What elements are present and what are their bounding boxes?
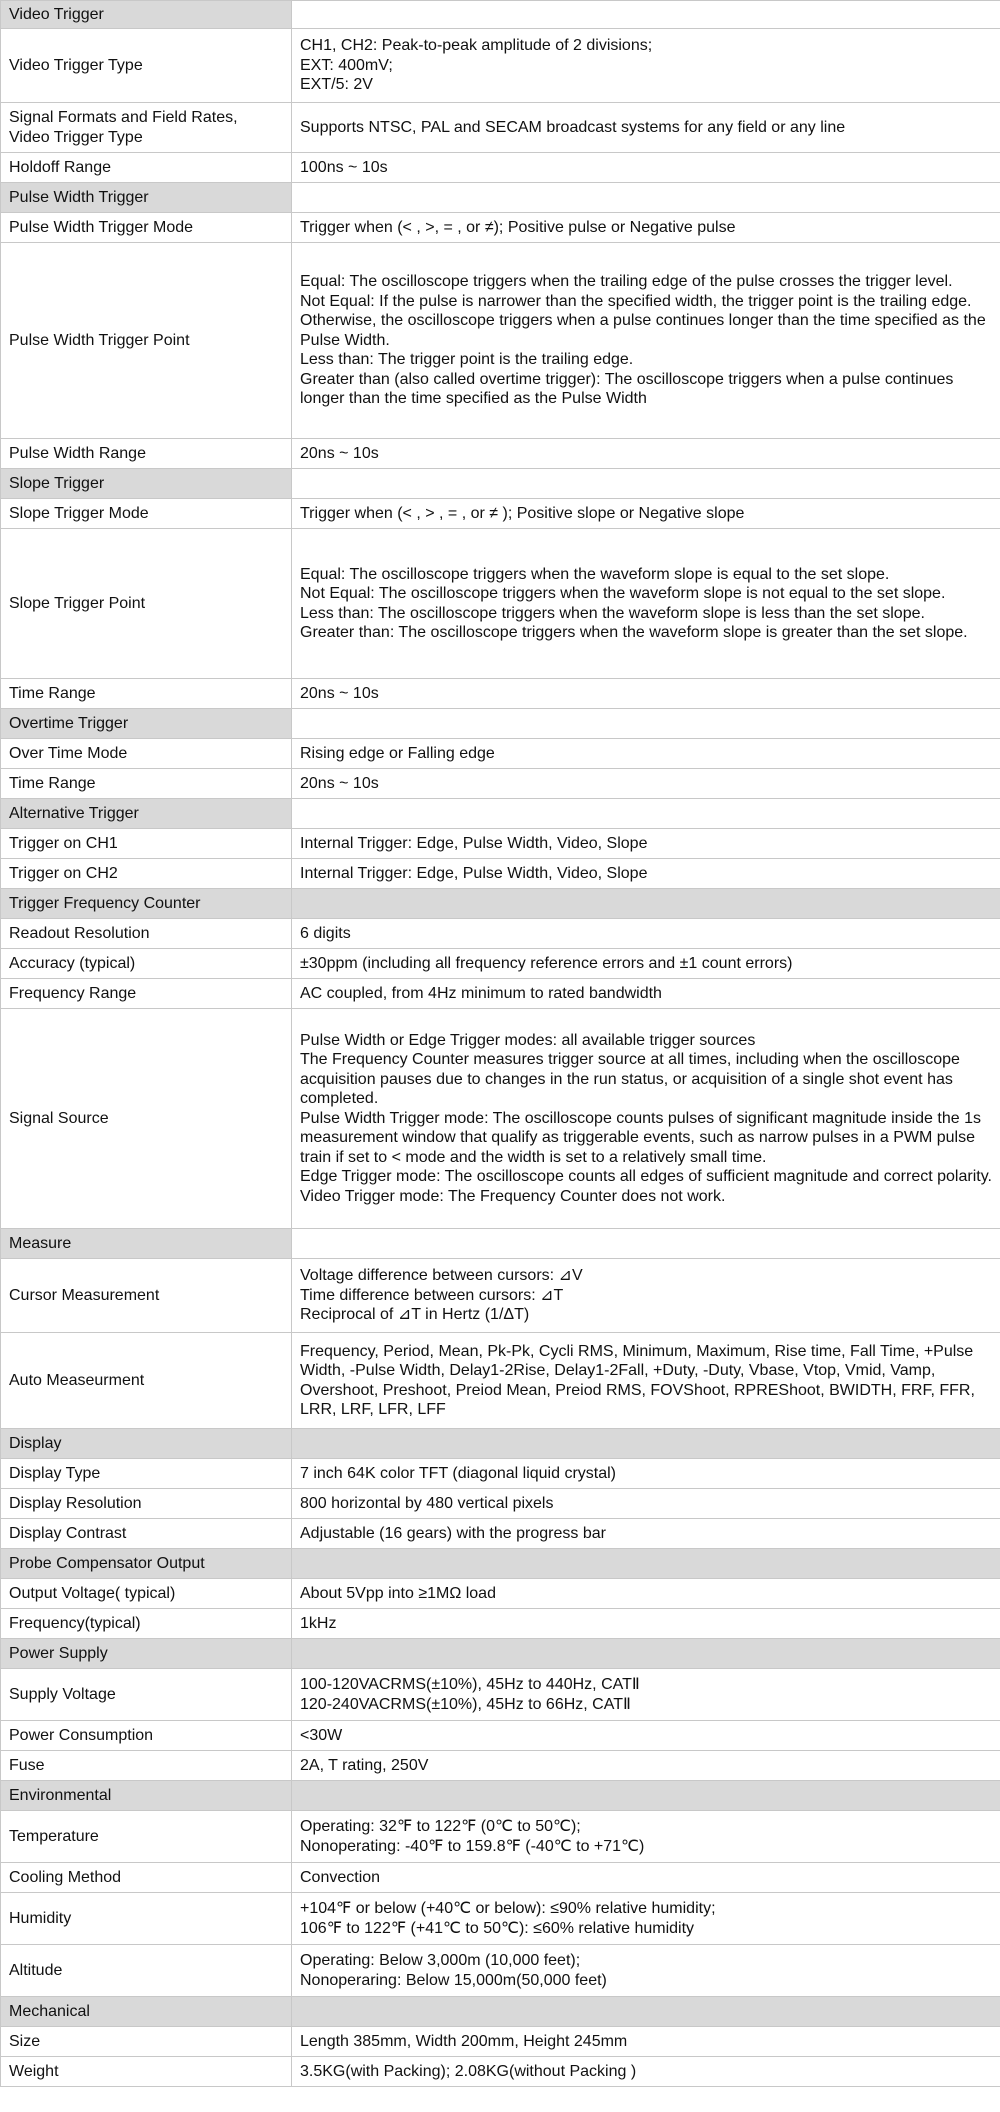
spec-row — [1, 439, 1000, 469]
spec-label: Cursor Measurement — [1, 1259, 292, 1333]
spec-value: Convection — [292, 1863, 1000, 1893]
section-title: Slope Trigger — [1, 469, 292, 499]
spec-label: Time Range — [1, 769, 292, 799]
spec-value: Operating: Below 3,000m (10,000 feet); Nonoperaring: Below 15,000m(50,000 feet) — [292, 1945, 1000, 1997]
spec-row — [1, 949, 1000, 979]
spec-row — [1, 979, 1000, 1009]
spec-value: Rising edge or Falling edge — [292, 739, 1000, 769]
spec-value: Trigger when (< , >, = , or ≠); Positive pulse or Negative pulse — [292, 213, 1000, 243]
spec-label: Supply Voltage — [1, 1669, 292, 1721]
spec-value: 7 inch 64K color TFT (diagonal liquid crystal) — [292, 1459, 1000, 1489]
spec-value: ±30ppm (including all frequency reference errors and ±1 count errors) — [292, 949, 1000, 979]
spec-label: Humidity — [1, 1893, 292, 1945]
spec-value: Frequency, Period, Mean, Pk-Pk, Cycli RMS, Minimum, Maximum, Rise time, Fall Time, +Pulse Width, -Pulse Width, Delay1-2Rise, Delay1-2Fall, +Duty, -Duty, Vbase, Vtop, Vmid, Vamp, Overshoot, Preshoot, Preiod Mean, Preiod RMS, FOVShoot, RPREShoot, BWIDTH, FRF, FFR, LRR, LRF, LFR, LFF — [292, 1333, 1000, 1429]
section-value — [292, 1997, 1000, 2027]
spec-value: AC coupled, from 4Hz minimum to rated bandwidth — [292, 979, 1000, 1009]
section-value — [292, 1549, 1000, 1579]
spec-value: 100-120VACRMS(±10%), 45Hz to 440Hz, CATⅡ 120-240VACRMS(±10%), 45Hz to 66Hz, CATⅡ — [292, 1669, 1000, 1721]
spec-row — [1, 739, 1000, 769]
spec-label: Weight — [1, 2057, 292, 2087]
spec-label: Time Range — [1, 679, 292, 709]
spec-value: Pulse Width or Edge Trigger modes: all available trigger sources The Frequency Counter measures trigger source at all times, including when the oscilloscope acquisition pauses due to changes in the run status, or acquisition of a single shot event has completed. Pulse Width Trigger mode: The oscilloscope counts pulses of significant magnitude inside the 1s measurement window that qualify as triggerable events, such as narrow pulses in a PWM pulse train if set to < mode and the width is set to a relatively small time. Edge Trigger mode: The oscilloscope counts all edges of sufficient magnitude and correct polarity. Video Trigger mode: The Frequency Counter does not work. — [292, 1009, 1000, 1229]
spec-row — [1, 1893, 1000, 1945]
spec-label: Frequency Range — [1, 979, 292, 1009]
spec-label: Display Type — [1, 1459, 292, 1489]
section-title: Display — [1, 1429, 292, 1459]
spec-label: Pulse Width Trigger Point — [1, 243, 292, 439]
spec-row — [1, 213, 1000, 243]
section-header-row — [1, 799, 1000, 829]
spec-row — [1, 529, 1000, 679]
spec-label: Accuracy (typical) — [1, 949, 292, 979]
spec-label: Fuse — [1, 1751, 292, 1781]
spec-label: Trigger on CH1 — [1, 829, 292, 859]
spec-row — [1, 499, 1000, 529]
section-title: Measure — [1, 1229, 292, 1259]
spec-label: Signal Formats and Field Rates, Video Trigger Type — [1, 103, 292, 153]
spec-row — [1, 1609, 1000, 1639]
spec-value: Supports NTSC, PAL and SECAM broadcast systems for any field or any line — [292, 103, 1000, 153]
section-value — [292, 799, 1000, 829]
spec-row — [1, 2027, 1000, 2057]
spec-row — [1, 1945, 1000, 1997]
spec-label: Slope Trigger Point — [1, 529, 292, 679]
section-value — [292, 1429, 1000, 1459]
spec-value: Voltage difference between cursors: ⊿V Time difference between cursors: ⊿T Reciprocal of ⊿T in Hertz (1/ΔT) — [292, 1259, 1000, 1333]
section-title: Video Trigger — [1, 1, 292, 29]
spec-label: Size — [1, 2027, 292, 2057]
spec-value: Operating: 32℉ to 122℉ (0℃ to 50℃); Nonoperating: -40℉ to 159.8℉ (-40℃ to +71℃) — [292, 1811, 1000, 1863]
spec-label: Cooling Method — [1, 1863, 292, 1893]
section-header-row — [1, 709, 1000, 739]
spec-value: Trigger when (< , > , = , or ≠ ); Positive slope or Negative slope — [292, 499, 1000, 529]
section-header-row — [1, 1781, 1000, 1811]
spec-row — [1, 679, 1000, 709]
spec-value: +104℉ or below (+40℃ or below): ≤90% relative humidity; 106℉ to 122℉ (+41℃ to 50℃): ≤60% relative humidity — [292, 1893, 1000, 1945]
spec-label: Output Voltage( typical) — [1, 1579, 292, 1609]
section-title: Pulse Width Trigger — [1, 183, 292, 213]
spec-row — [1, 153, 1000, 183]
spec-value: 1kHz — [292, 1609, 1000, 1639]
section-header-row — [1, 1639, 1000, 1669]
spec-row — [1, 919, 1000, 949]
spec-value: Equal: The oscilloscope triggers when the trailing edge of the pulse crosses the trigger level. Not Equal: If the pulse is narrower than the specified width, the trigger point is the trailing edge. Otherwise, the oscilloscope triggers when a pulse continues longer than the time specified as the Pulse Width. Less than: The trigger point is the trailing edge. Greater than (also called overtime trigger): The oscilloscope triggers when a pulse continues longer than the time specified as the Pulse Width — [292, 243, 1000, 439]
spec-row — [1, 1721, 1000, 1751]
spec-row — [1, 1751, 1000, 1781]
spec-row — [1, 1519, 1000, 1549]
spec-label: Holdoff Range — [1, 153, 292, 183]
spec-row — [1, 1333, 1000, 1429]
section-header-row — [1, 469, 1000, 499]
spec-label: Slope Trigger Mode — [1, 499, 292, 529]
section-title: Trigger Frequency Counter — [1, 889, 292, 919]
spec-row — [1, 859, 1000, 889]
section-title: Overtime Trigger — [1, 709, 292, 739]
section-title: Environmental — [1, 1781, 292, 1811]
section-value — [292, 469, 1000, 499]
spec-row — [1, 1259, 1000, 1333]
spec-label: Signal Source — [1, 1009, 292, 1229]
section-value — [292, 709, 1000, 739]
spec-table-body — [1, 1, 1000, 2087]
spec-label: Display Resolution — [1, 1489, 292, 1519]
spec-label: Trigger on CH2 — [1, 859, 292, 889]
section-header-row — [1, 1997, 1000, 2027]
spec-row — [1, 829, 1000, 859]
spec-row — [1, 1489, 1000, 1519]
spec-value: 20ns ~ 10s — [292, 769, 1000, 799]
spec-label: Pulse Width Range — [1, 439, 292, 469]
spec-value: CH1, CH2: Peak-to-peak amplitude of 2 divisions; EXT: 400mV; EXT/5: 2V — [292, 29, 1000, 103]
section-header-row — [1, 1549, 1000, 1579]
spec-value: Equal: The oscilloscope triggers when the waveform slope is equal to the set slope. Not Equal: The oscilloscope triggers when the waveform slope is not equal to the set slope. Less than: The oscilloscope triggers when the waveform slope is less than the set slope. Greater than: The oscilloscope triggers when the waveform slope is greater than the set slope. — [292, 529, 1000, 679]
spec-label: Power Consumption — [1, 1721, 292, 1751]
spec-value: Adjustable (16 gears) with the progress bar — [292, 1519, 1000, 1549]
spec-value: 100ns ~ 10s — [292, 153, 1000, 183]
spec-label: Altitude — [1, 1945, 292, 1997]
spec-label: Frequency(typical) — [1, 1609, 292, 1639]
spec-row — [1, 1863, 1000, 1893]
spec-value: Internal Trigger: Edge, Pulse Width, Video, Slope — [292, 829, 1000, 859]
spec-row — [1, 1579, 1000, 1609]
spec-value: 6 digits — [292, 919, 1000, 949]
section-value — [292, 889, 1000, 919]
spec-value: 20ns ~ 10s — [292, 679, 1000, 709]
section-value — [292, 1, 1000, 29]
section-header-row — [1, 1429, 1000, 1459]
spec-label: Auto Measeurment — [1, 1333, 292, 1429]
spec-label: Temperature — [1, 1811, 292, 1863]
spec-row — [1, 769, 1000, 799]
section-title: Power Supply — [1, 1639, 292, 1669]
section-value — [292, 1639, 1000, 1669]
section-header-row — [1, 1, 1000, 29]
spec-row — [1, 29, 1000, 103]
spec-value: Internal Trigger: Edge, Pulse Width, Video, Slope — [292, 859, 1000, 889]
spec-row — [1, 1669, 1000, 1721]
section-title: Probe Compensator Output — [1, 1549, 292, 1579]
section-header-row — [1, 183, 1000, 213]
spec-value: <30W — [292, 1721, 1000, 1751]
spec-row — [1, 103, 1000, 153]
spec-row — [1, 243, 1000, 439]
spec-label: Display Contrast — [1, 1519, 292, 1549]
spec-row — [1, 1009, 1000, 1229]
spec-row — [1, 1811, 1000, 1863]
spec-label: Over Time Mode — [1, 739, 292, 769]
section-value — [292, 183, 1000, 213]
section-value — [292, 1229, 1000, 1259]
spec-value: 2A, T rating, 250V — [292, 1751, 1000, 1781]
section-header-row — [1, 889, 1000, 919]
spec-row — [1, 1459, 1000, 1489]
spec-value: Length 385mm, Width 200mm, Height 245mm — [292, 2027, 1000, 2057]
section-value — [292, 1781, 1000, 1811]
section-header-row — [1, 1229, 1000, 1259]
spec-label: Readout Resolution — [1, 919, 292, 949]
spec-value: 3.5KG(with Packing); 2.08KG(without Packing ) — [292, 2057, 1000, 2087]
spec-label: Video Trigger Type — [1, 29, 292, 103]
spec-value: About 5Vpp into ≥1MΩ load — [292, 1579, 1000, 1609]
section-title: Mechanical — [1, 1997, 292, 2027]
spec-value: 800 horizontal by 480 vertical pixels — [292, 1489, 1000, 1519]
spec-label: Pulse Width Trigger Mode — [1, 213, 292, 243]
spec-value: 20ns ~ 10s — [292, 439, 1000, 469]
section-title: Alternative Trigger — [1, 799, 292, 829]
spec-row — [1, 2057, 1000, 2087]
